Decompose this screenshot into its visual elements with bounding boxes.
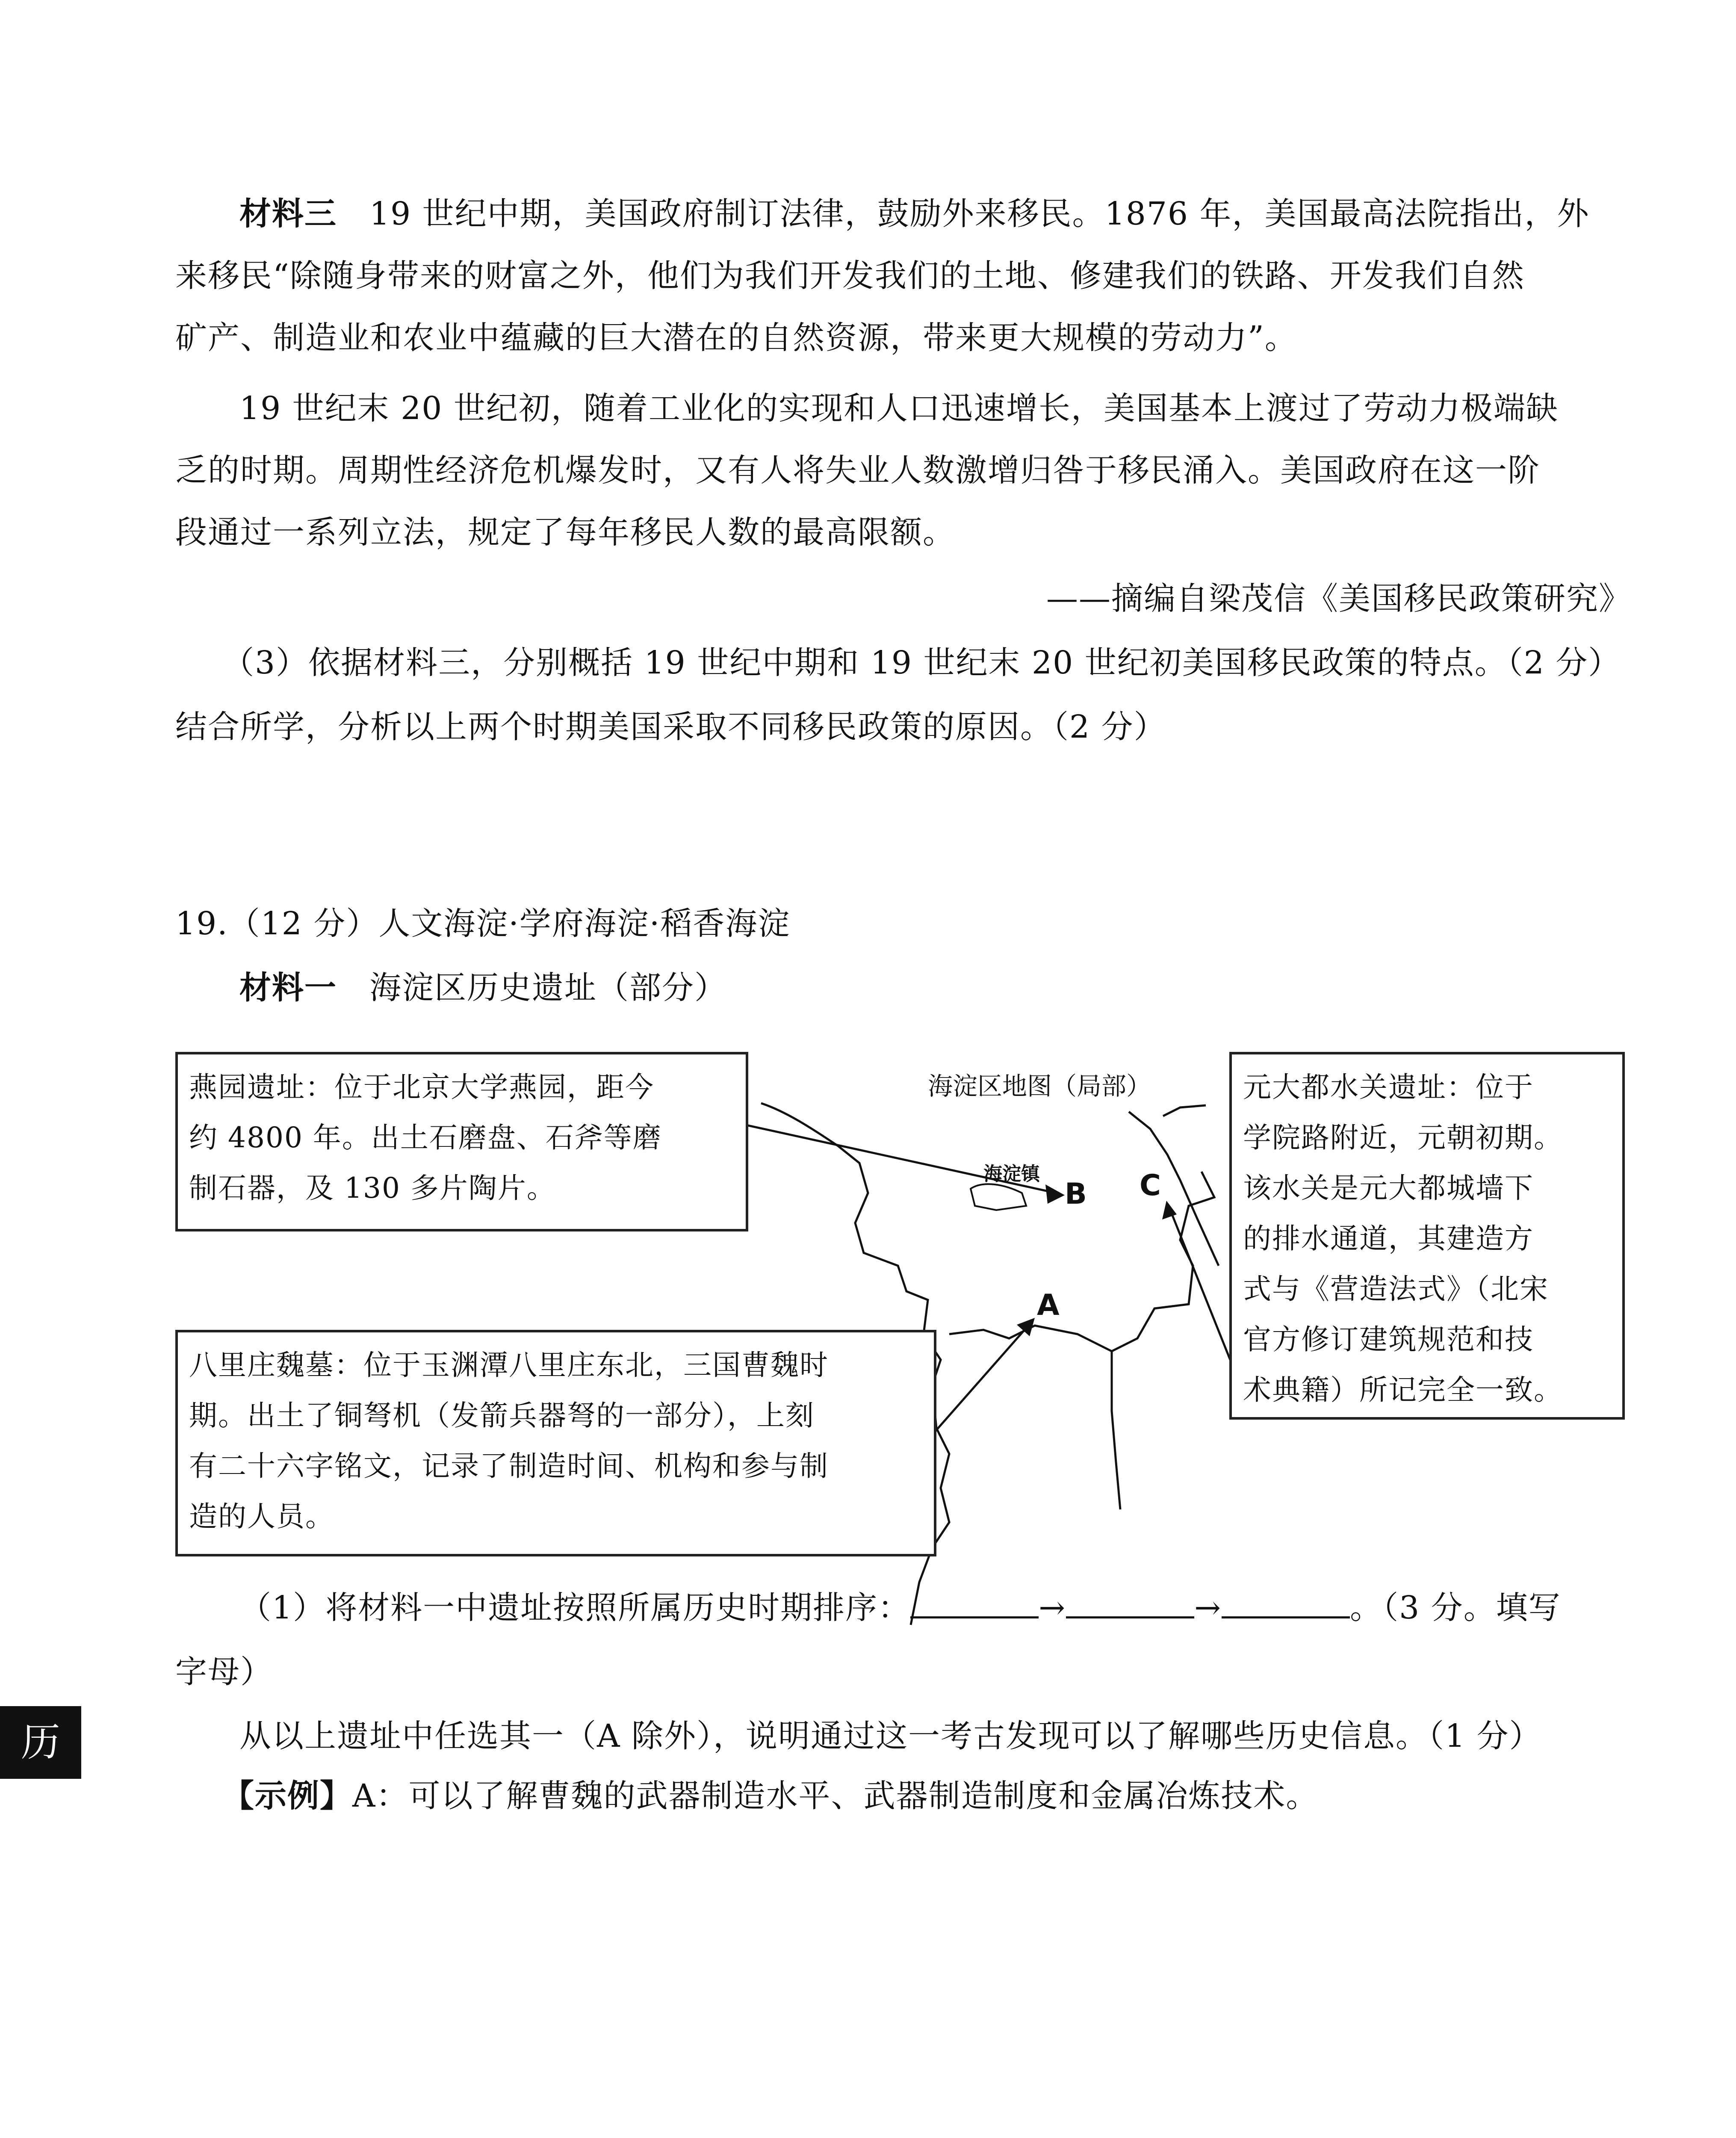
map-label-c: C	[1140, 1169, 1161, 1202]
arrowhead-c	[1162, 1201, 1177, 1220]
arrow-2: →	[1194, 1589, 1222, 1626]
material3-line5: 乏的时期。周期性经济危机爆发时，又有人将失业人数激增归咎于移民涌入。美国政府在这一阶	[175, 452, 1540, 489]
box-yuandadu-line: 元大都水关遗址：位于	[1243, 1071, 1534, 1104]
question1-prompt: （1）将材料一中遗址按照所属历史时期排序：	[239, 1589, 911, 1626]
question3-line2: 结合所学，分析以上两个时期美国采取不同移民政策的原因。（2 分）	[175, 709, 1166, 745]
box-yanyuan-site	[175, 1052, 748, 1231]
box-balizhuang-line: 期。出土了铜弩机（发箭兵器弩的一部分），上刻	[189, 1399, 815, 1432]
material1-label: 材料一	[239, 969, 337, 1006]
map-title: 海淀区地图（局部）	[928, 1072, 1151, 1101]
material3-source: ——摘编自梁茂信《美国移民政策研究》	[1046, 580, 1631, 617]
question1-line3: 从以上遗址中任选其一（A 除外），说明通过这一考古发现可以了解哪些历史信息。（1 分）	[239, 1718, 1542, 1754]
material3-line1-text: 19 世纪中期，美国政府制订法律，鼓励外来移民。1876 年，美国最高法院指出，外	[337, 195, 1590, 232]
box-yuandadu-line: 该水关是元大都城墙下	[1243, 1172, 1534, 1205]
q19-heading: 19.（12 分）人文海淀·学府海淀·稻香海淀	[175, 905, 791, 942]
box-yanyuan-line: 燕园遗址：位于北京大学燕园，距今	[189, 1071, 654, 1104]
question1-score: 。（3 分。填写	[1350, 1589, 1561, 1626]
box-yuandadu-site	[1229, 1052, 1625, 1420]
box-yuandadu-line: 式与《营造法式》（北宋	[1243, 1273, 1549, 1305]
pointer-balizhuang-a	[934, 1326, 1028, 1432]
example-text: A：可以了解曹魏的武器制造水平、武器制造制度和金属冶炼技术。	[352, 1778, 1319, 1814]
town-outline	[971, 1184, 1026, 1210]
map-boundary-east	[1112, 1172, 1214, 1351]
map-town-label: 海淀镇	[983, 1163, 1040, 1185]
arrow-1: →	[1039, 1589, 1066, 1626]
material3-line6: 段通过一系列立法，规定了每年移民人数的最高限额。	[175, 514, 955, 551]
material1-title: 海淀区历史遗址（部分）	[369, 969, 727, 1006]
example-line	[222, 1766, 1318, 1826]
pointer-yuandadu-c	[1169, 1208, 1234, 1368]
arrowhead-b	[1045, 1184, 1065, 1204]
box-yuandadu-line: 学院路附近，元朝初期。	[1243, 1121, 1563, 1154]
box-yuandadu-line: 术典籍）所记完全一致。	[1243, 1373, 1563, 1406]
material3-label: 材料三	[239, 195, 337, 232]
subject-side-tab: 历	[0, 1706, 81, 1779]
example-label: 【示例】	[222, 1778, 352, 1814]
box-yuandadu-line: 官方修订建筑规范和技	[1243, 1323, 1534, 1356]
answer-blank-2[interactable]	[1066, 1591, 1194, 1618]
map-label-a: A	[1037, 1288, 1060, 1322]
box-yanyuan-line: 约 4800 年。出土石磨盘、石斧等磨	[189, 1121, 662, 1154]
box-balizhuang-line: 造的人员。	[189, 1500, 334, 1533]
map-label-b: B	[1065, 1177, 1087, 1211]
material3-line3: 矿产、制造业和农业中蕴藏的巨大潜在的自然资源，带来更大规模的劳动力”。	[175, 319, 1297, 356]
box-yanyuan-line: 制石器，及 130 多片陶片。	[189, 1172, 556, 1205]
question1-line2: 字母）	[175, 1654, 273, 1690]
question3-line1: （3）依据材料三，分别概括 19 世纪中期和 19 世纪末 20 世纪初美国移民政策的特点。（2 分）	[222, 644, 1621, 681]
material3-line2: 来移民“除随身带来的财富之外，他们为我们开发我们的土地、修建我们的铁路、开发我们自然	[175, 257, 1525, 294]
box-balizhuang-line: 八里庄魏墓：位于玉渊潭八里庄东北，三国曹魏时	[189, 1349, 829, 1382]
material3-line4: 19 世纪末 20 世纪初，随着工业化的实现和人口迅速增长，美国基本上渡过了劳动力极端缺	[239, 390, 1559, 427]
map-mark-top	[1163, 1105, 1206, 1116]
question1-line1	[239, 1578, 1561, 1638]
box-balizhuang-site	[175, 1330, 936, 1556]
box-balizhuang-line: 有二十六字铭文，记录了制造时间、机构和参与制	[189, 1450, 829, 1482]
map-boundary-south	[949, 1326, 1120, 1509]
answer-blank-3[interactable]	[1222, 1591, 1350, 1618]
answer-blank-1[interactable]	[910, 1591, 1039, 1618]
box-yuandadu-line: 的排水通道，其建造方	[1243, 1222, 1534, 1255]
